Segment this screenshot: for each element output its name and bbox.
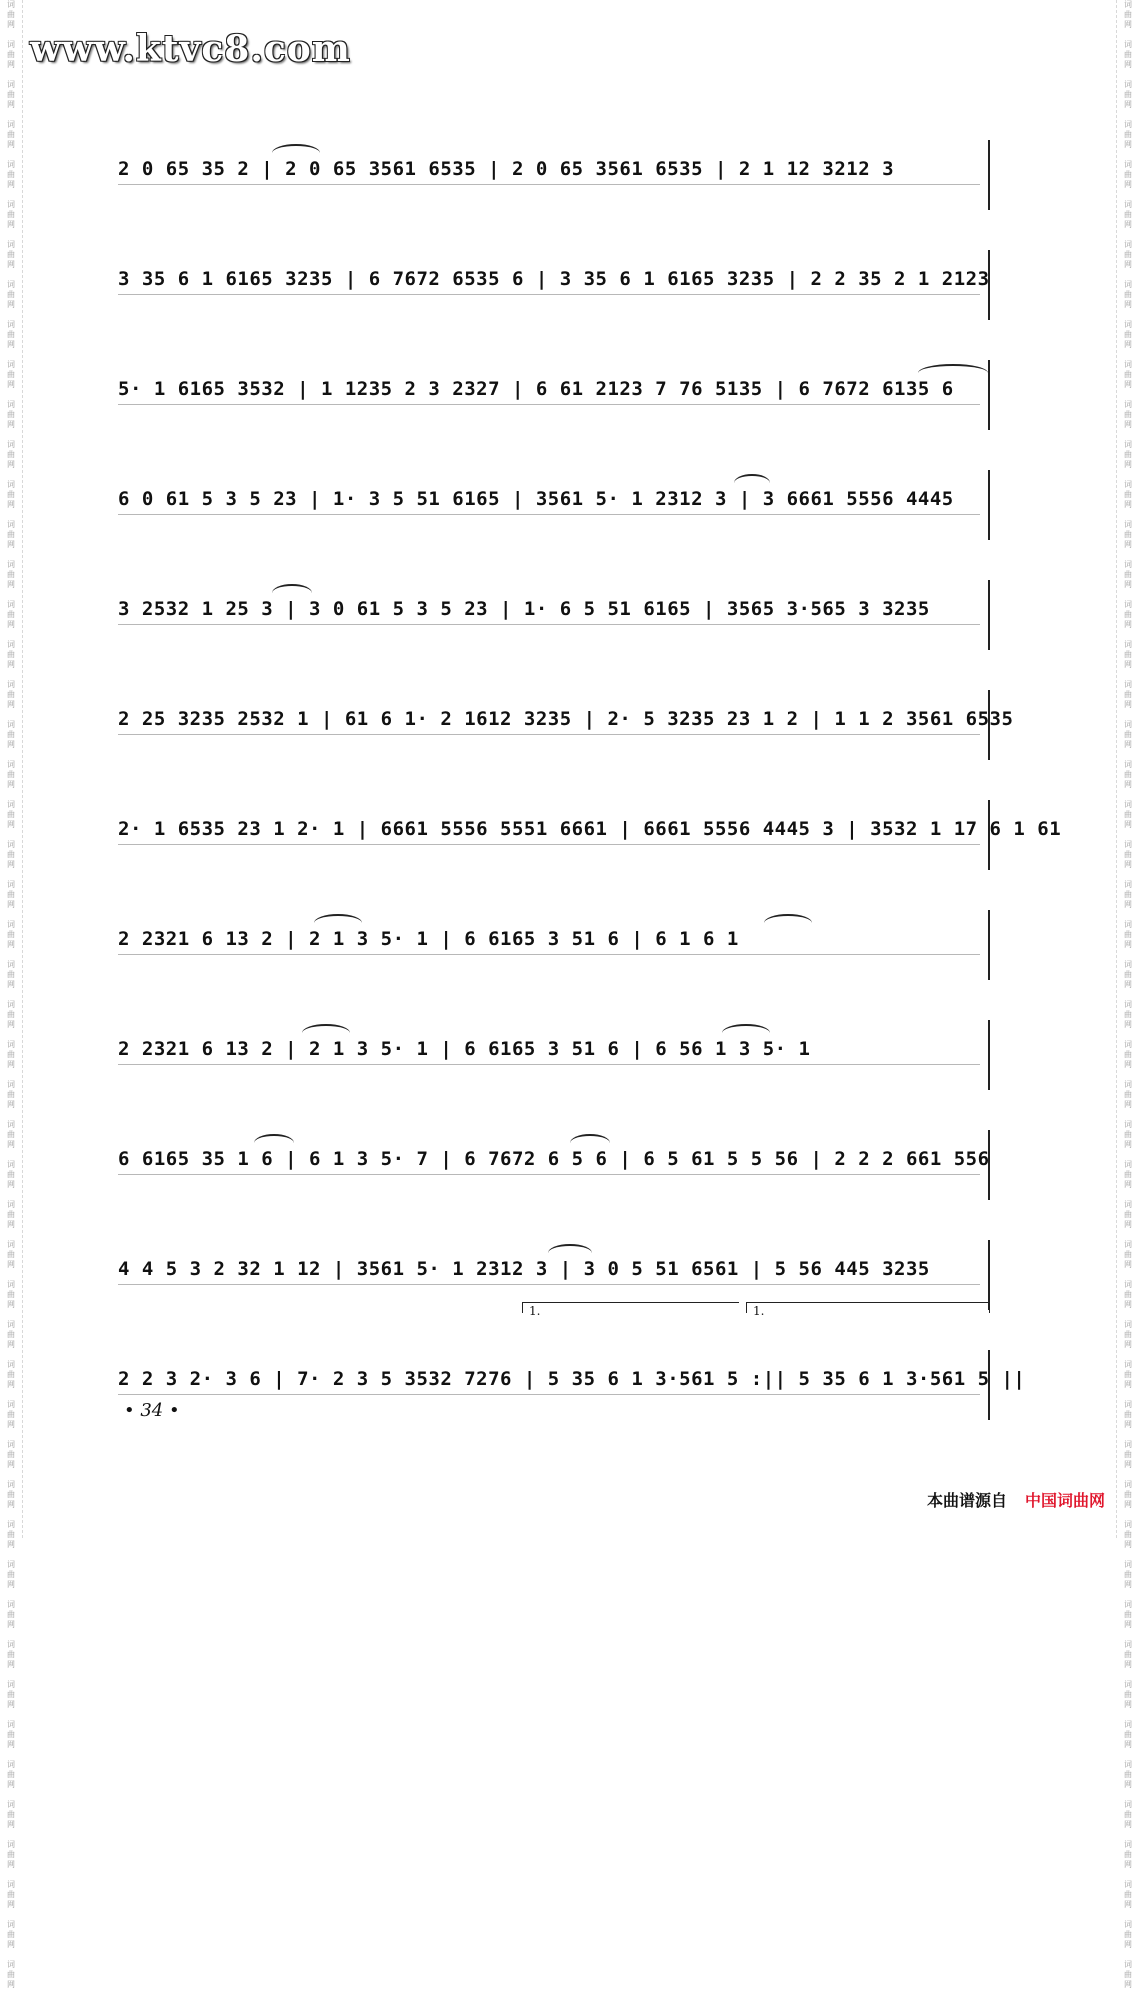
beam-line <box>118 734 980 735</box>
beam-line <box>118 294 980 295</box>
score-line-text: 4 4 5 3 2 32 1 12 | 3561 5· 1 2312 3 | 3 0 5 51 6561 | 5 56 445 3235 <box>118 1258 930 1280</box>
score-line-text: 3 2532 1 25 3 | 3 0 61 5 3 5 23 | 1· 6 5 51 6165 | 3565 3·565 3 3235 <box>118 598 930 620</box>
first-ending-bracket: 1. <box>522 1302 739 1313</box>
beam-line <box>118 844 980 845</box>
right-side-watermark: 词 曲 网 词 曲 网 词 曲 网 词 曲 网 词 曲 网 词 曲 网 词 曲 网 词 曲 网 词 曲 网 词 曲 网 词 曲 网 词 曲 网 词 曲 网 词 曲 网 词 曲 网 词 曲 网 词 曲 网 词 曲 网 词 曲 网 词 曲 网 词 曲 网 词 曲 网 词 曲 网 词 曲 网 词 曲 网 词 曲 网 词 曲 网 词 曲 网 词 曲 网 词 曲 网 词 曲 网 词 曲 网 词 曲 网 词 曲 网 词 曲 网 词 曲 网 词 曲 网 词 曲 网 词 曲 网 词 曲 网 词 曲 网 词 曲 网 词 曲 网 词 曲 网 词 曲 网 词 曲 网 词 曲 网 词 曲 网 词 曲 网 词 曲 网 <box>1124 0 1132 1989</box>
score-line-7 <box>118 800 1062 870</box>
score-line-8 <box>118 910 990 980</box>
second-ending-bracket: 1. <box>746 1302 990 1313</box>
score-line-2 <box>118 250 990 320</box>
right-margin-line <box>1116 0 1117 1538</box>
score-line-5 <box>118 580 990 650</box>
beam-line <box>118 184 980 185</box>
score-line-text: 6 6165 35 1 6 | 6 1 3 5· 7 | 6 7672 6 5 6 | 6 5 61 5 5 56 | 2 2 2 661 556 <box>118 1148 990 1170</box>
score-line-text: 2 2 3 2· 3 6 | 7· 2 3 5 3532 7276 | 5 35 6 1 3·561 5 :|| 5 35 6 1 3·561 5 || <box>118 1368 1026 1390</box>
score-line-text: 2 2321 6 13 2 | 2 1 3 5· 1 | 6 6165 3 51 6 | 6 1 6 1 <box>118 928 739 950</box>
beam-line <box>118 624 980 625</box>
footer-source-label: 本曲谱源自 <box>926 1491 1007 1510</box>
score-line-6 <box>118 690 1014 760</box>
page-number: • 34 • <box>124 1400 180 1421</box>
score-line-1 <box>118 140 990 210</box>
beam-line <box>118 1064 980 1065</box>
score-line-text: 2 2321 6 13 2 | 2 1 3 5· 1 | 6 6165 3 51 6 | 6 56 1 3 5· 1 <box>118 1038 811 1060</box>
score-line-text: 5· 1 6165 3532 | 1 1235 2 3 2327 | 6 61 2123 7 76 5135 | 6 7672 6135 6 <box>118 378 954 400</box>
score-line-text: 2 25 3235 2532 1 | 61 6 1· 2 1612 3235 | 2· 5 3235 23 1 2 | 1 1 2 3561 6535 <box>118 708 1014 730</box>
score-line-9 <box>118 1020 990 1090</box>
score-line-12 <box>118 1350 1026 1420</box>
score-line-text: 2· 1 6535 23 1 2· 1 | 6661 5556 5551 6661 | 6661 5556 4445 3 | 3532 1 17 6 1 61 <box>118 818 1062 840</box>
left-margin-line <box>22 0 23 1538</box>
score-line-3 <box>118 360 990 430</box>
beam-line <box>118 1394 980 1395</box>
score-line-text: 2 0 65 35 2 | 2 0 65 3561 6535 | 2 0 65 3561 6535 | 2 1 12 3212 3 <box>118 158 895 180</box>
beam-line <box>118 514 980 515</box>
footer-site-link[interactable]: 中国词曲网 <box>1024 1491 1105 1510</box>
score-line-10 <box>118 1130 990 1200</box>
beam-line <box>118 1174 980 1175</box>
numbered-music-score <box>118 140 1062 1460</box>
beam-line <box>118 1284 980 1285</box>
score-line-text: 3 35 6 1 6165 3235 | 6 7672 6535 6 | 3 35 6 1 6165 3235 | 2 2 35 2 1 2123 <box>118 268 990 290</box>
score-line-4 <box>118 470 990 540</box>
left-side-watermark: 词 曲 网 词 曲 网 词 曲 网 词 曲 网 词 曲 网 词 曲 网 词 曲 网 词 曲 网 词 曲 网 词 曲 网 词 曲 网 词 曲 网 词 曲 网 词 曲 网 词 曲 网 词 曲 网 词 曲 网 词 曲 网 词 曲 网 词 曲 网 词 曲 网 词 曲 网 词 曲 网 词 曲 网 词 曲 网 词 曲 网 词 曲 网 词 曲 网 词 曲 网 词 曲 网 词 曲 网 词 曲 网 词 曲 网 词 曲 网 词 曲 网 词 曲 网 词 曲 网 词 曲 网 词 曲 网 词 曲 网 词 曲 网 词 曲 网 词 曲 网 词 曲 网 词 曲 网 词 曲 网 词 曲 网 词 曲 网 词 曲 网 词 曲 网 <box>7 0 15 1989</box>
score-line-text: 6 0 61 5 3 5 23 | 1· 3 5 51 6165 | 3561 5· 1 2312 3 | 3 6661 5556 4445 <box>118 488 954 510</box>
footer-credit <box>927 1488 1105 1511</box>
beam-line <box>118 404 980 405</box>
score-line-11 <box>118 1240 990 1310</box>
beam-line <box>118 954 980 955</box>
site-watermark: www.ktvc8.com <box>30 28 351 70</box>
